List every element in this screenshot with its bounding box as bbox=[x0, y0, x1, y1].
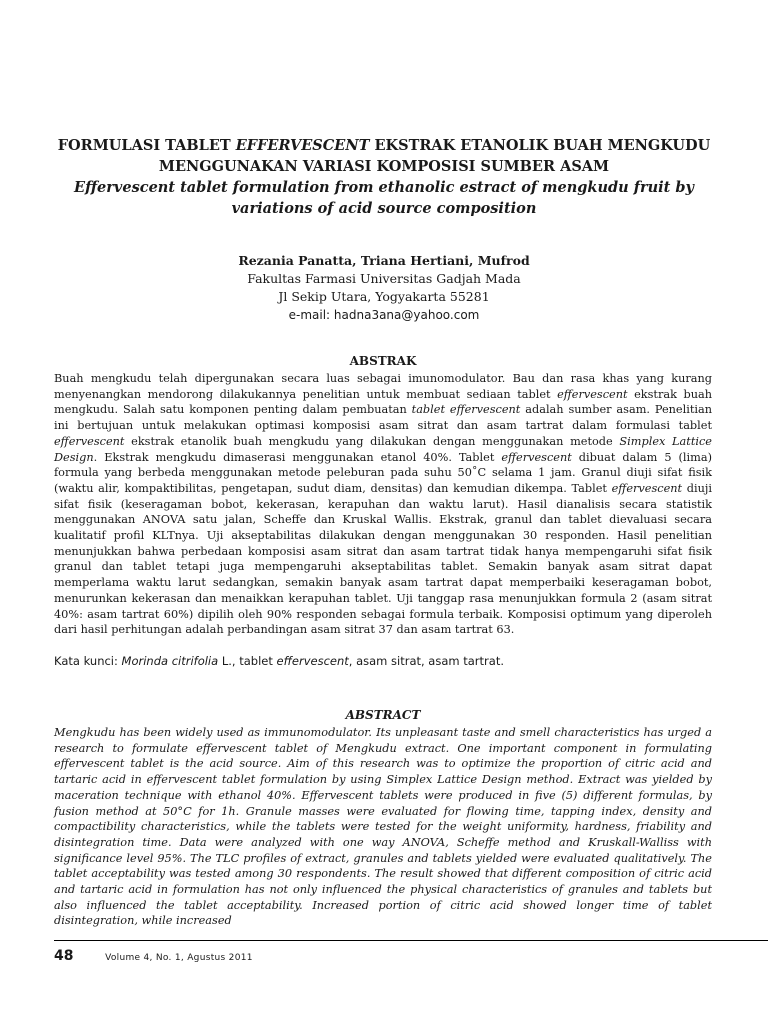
abstract-heading: ABSTRACT bbox=[345, 708, 421, 722]
abstract-body: Mengkudu has been widely used as immunomodulator. Its unpleasant taste and smell characteristics has urged a research to formulate effervescent tablet of Mengkudu extract. One important component in formulating effervescent tablet is the acid source. Aim of this research was to optimize the proportion of citric acid and tartaric acid in effervescent tablet formulation by using Simplex Lattice Design method. Extract was yielded by maceration technique with ethanol 40%. Effervescent tablets were produced in five (5) different formulas, by fusion method at 50°C for 1h. Granule masses were evaluated for flowing time, tapping index, density and compactibility characteristics, while the tablets were tested for the weight uniformity, hardness, friability and disintegration time. Data were analyzed with one way ANOVA, Scheffe method and Kruskall-Walliss with significance level 95%. The TLC profiles of extract, granules and tablets yielded were evaluated qualitatively. The tablet acceptability was tested among 30 respondents. The result showed that different composition of citric acid and tartaric acid in formulation has not only influenced the physical characteristics of granules and tablets but also influenced the tablet acceptability. Increased portion of citric acid showed longer time of tablet disintegration, while increased bbox=[54, 726, 712, 928]
abstrak-section bbox=[54, 354, 712, 668]
abstrak-heading: ABSTRAK bbox=[349, 354, 417, 368]
footer-rule bbox=[54, 940, 768, 941]
page-number: 48 bbox=[54, 948, 74, 964]
keywords: Kata kunci: Morinda citrifolia L., tablet effervescent, asam sitrat, asam tartrat. bbox=[54, 653, 504, 668]
author-names: Rezania Panatta, Triana Hertiani, Mufrod bbox=[238, 253, 530, 268]
abstrak-body: Buah mengkudu telah dipergunakan secara luas sebagai imunomodulator. Bau dan rasa khas yang kurang menyenangkan mendorong dilakukannya penelitian untuk membuat sediaan tablet effervescent ekstrak buah mengkudu. Salah satu komponen penting dalam pembuatan tablet effervescent adalah sumber asam. Penelitian ini bertujuan untuk melakukan optimasi komposisi asam sitrat dan asam tartrat dalam formulasi tablet effervescent ekstrak etanolik buah mengkudu yang dilakukan dengan menggunakan metode Simplex Lattice Design. Ekstrak mengkudu dimaserasi menggunakan etanol 40%. Tablet effervescent dibuat dalam 5 (lima) formula yang berbeda menggunakan metode peleburan pada suhu 50˚C selama 1 jam. Granul diuji sifat fisik (waktu alir, kompaktibilitas, pengetapan, sudut diam, densitas) dan kemudian dikempa. Tablet effervescent diuji sifat fisik (keseragaman bobot, kekerasan, kerapuhan dan waktu larut). Hasil dianalisis secara statistik menggunakan ANOVA satu jalan, Scheffe dan Kruskal Wallis. Ekstrak, granul dan tablet dievaluasi secara kualitatif profil KLTnya. Uji akseptabilitas dilakukan dengan menggunakan 30 responden. Hasil penelitian menunjukkan bahwa perbedaan komposisi asam sitrat dan asam tartrat tidak hanya mempengaruhi sifat fisik granul dan tablet tetapi juga mempengaruhi akseptabilitas tablet. Semakin banyak asam sitrat dapat memperlama waktu larut sedangkan, semakin banyak asam tartrat dapat memperbaiki keseragaman bobot, menurunkan kekerasan dan menaikkan kerapuhan tablet. Uji tanggap rasa menunjukkan formula 2 (asam sitrat 40%: asam tartrat 60%) dipilih oleh 90% responden sebagai formula terbaik. Komposisi optimum yang diperoleh dari hasil perhitungan adalah perbandingan asam sitrat 37 dan asam tartrat 63. bbox=[54, 372, 713, 637]
title-english: Effervescent tablet formulation from ethanolic estract of mengkudu fruit by variations of acid source composition bbox=[74, 179, 694, 217]
affiliation: Fakultas Farmasi Universitas Gadjah Mada bbox=[247, 271, 521, 286]
title-indonesian: FORMULASI TABLET EFFERVESCENT EKSTRAK ETANOLIK BUAH MENGKUDU MENGGUNAKAN VARIASI KOMPOSISI SUMBER ASAM bbox=[57, 137, 711, 175]
title-block bbox=[40, 135, 728, 219]
abstract-section bbox=[54, 708, 712, 929]
author-block bbox=[40, 252, 728, 324]
volume-info: Volume 4, No. 1, Agustus 2011 bbox=[105, 953, 253, 963]
email: e-mail: hadna3ana@yahoo.com bbox=[288, 308, 480, 322]
address: Jl Sekip Utara, Yogyakarta 55281 bbox=[278, 289, 490, 304]
footer bbox=[54, 945, 253, 964]
